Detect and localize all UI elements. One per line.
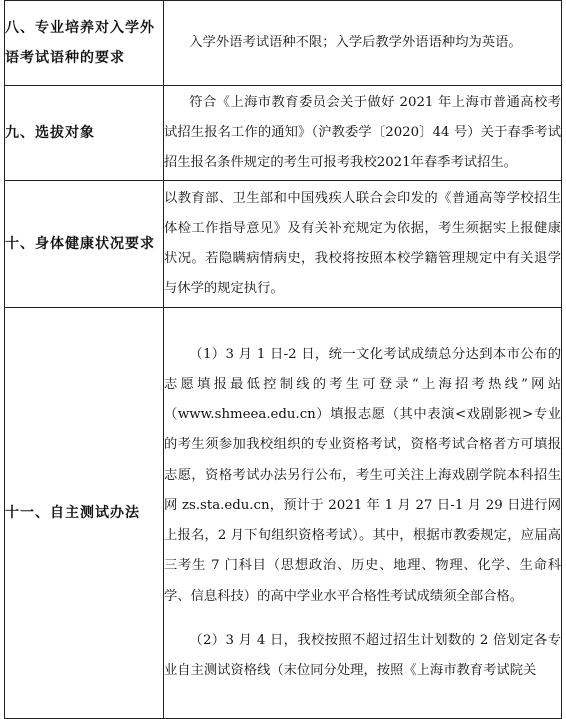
- row-label-line: 语考试语种的要求: [5, 50, 125, 66]
- table-row: [5, 181, 562, 308]
- content-paragraph: 入学外语考试语种不限；入学后教学外语语种均为英语。: [189, 34, 522, 50]
- row-content: [164, 86, 562, 181]
- row-label-line: 九、选拔对象: [5, 125, 95, 141]
- table-row: [5, 86, 562, 181]
- content-paragraph: （2）3 月 4 日，我校按照不超过招生计划数的 2 倍划定各专业自主测试资格线（末位同分处理，按照《上海市教育考试院关: [164, 632, 561, 678]
- content-paragraph: 符合《上海市教育委员会关于做好 2021 年上海市普通高校考试招生报名工作的通知》（沪教委学〔2020〕44 号）关于春季考试招生报名条件规定的考生可报考我校2021年春季考试招生。: [164, 94, 561, 171]
- row-content: [164, 308, 562, 719]
- row-label: [5, 1, 164, 86]
- content-paragraph: 以教育部、卫生部和中国残疾人联合会印发的《普通高等学校招生体检工作指导意见》及有关补充规定为依据，考生须据实上报健康状况。若隐瞒病情病史，我校将按照本校学籍管理规定中有关退学与休学的规定执行。: [164, 190, 561, 297]
- row-label-line: 十、身体健康状况要求: [5, 236, 155, 252]
- row-label: [5, 181, 164, 308]
- row-content: [164, 181, 562, 308]
- table-row: [5, 308, 562, 719]
- content-paragraph: （1）3 月 1 日-2 日，统一文化考试成绩总分达到本市公布的志愿填报最低控制线的考生可登录“上海招考热线”网站（www.shmeea.edu.cn）填报志愿（其中表演<戏剧影视>专业的考生须参加我校组织的专业资格考试，资格考试合格者方可填报志愿，资格考试办法另行公布，考生可关注上海戏剧学院本科招生网 zs.sta.edu.cn，预计于 2021 年 1 月 27 日-1 月 29 日进行网上报名，2 月下旬组织资格考试）。其中，根据市教委规定，应届高三考生 7 门科目（思想政治、历史、地理、物理、化学、生命科学、信息科技）的高中学业水平合格性考试成绩须全部合格。: [164, 346, 561, 604]
- row-label: [5, 308, 164, 719]
- row-content: [164, 1, 562, 86]
- row-label: [5, 86, 164, 181]
- row-label-line: 八、专业培养对入学外: [5, 20, 155, 36]
- row-label-line: 十一、自主测试办法: [5, 505, 140, 521]
- admission-info-table: [4, 0, 562, 719]
- table-row: [5, 1, 562, 86]
